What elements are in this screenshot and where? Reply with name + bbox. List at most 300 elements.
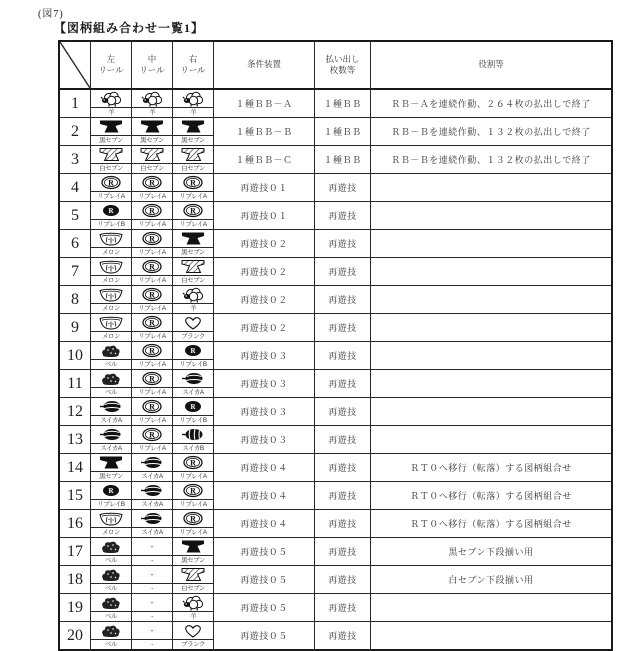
role-cell bbox=[371, 202, 613, 230]
white-seven-icon bbox=[91, 146, 131, 163]
dash-icon: - bbox=[150, 597, 154, 607]
condition-cell: 再遊技０４ bbox=[214, 482, 315, 510]
symbol-label: 黒セブン bbox=[91, 135, 131, 145]
payout-cell: 再遊技 bbox=[315, 426, 371, 454]
replay-b-icon bbox=[91, 482, 131, 499]
middle-reel-symbol-cell bbox=[132, 510, 173, 538]
table-row bbox=[59, 622, 612, 651]
symbol-label: ベル bbox=[91, 387, 131, 397]
symbol-label: 羊 bbox=[173, 107, 213, 117]
payout-cell: 再遊技 bbox=[315, 314, 371, 342]
blank-heart-icon bbox=[173, 314, 213, 331]
dash-icon: - bbox=[150, 625, 154, 635]
table-row bbox=[59, 398, 612, 426]
role-cell: ＲＴ０へ移行（転落）する図柄組合せ bbox=[371, 510, 613, 538]
table-row bbox=[59, 510, 612, 538]
middle-reel-symbol-cell bbox=[132, 482, 173, 510]
replay-a-icon bbox=[173, 202, 213, 219]
replay-a-icon bbox=[173, 482, 213, 499]
middle-reel-symbol-cell bbox=[132, 370, 173, 398]
left-reel-symbol-cell bbox=[91, 118, 132, 146]
table-row bbox=[59, 258, 612, 286]
symbol-label: 黒セブン bbox=[173, 247, 213, 257]
sheep-icon bbox=[91, 90, 131, 107]
condition-cell: 再遊技０２ bbox=[214, 286, 315, 314]
right-reel-symbol-cell bbox=[173, 314, 214, 342]
symbol-label: リプレイA bbox=[132, 359, 172, 369]
symbol-label: - bbox=[132, 555, 172, 565]
middle-reel-symbol-cell bbox=[132, 286, 173, 314]
middle-reel-symbol-cell bbox=[132, 230, 173, 258]
melon-icon bbox=[91, 314, 131, 331]
role-cell bbox=[371, 622, 613, 651]
left-reel-symbol-cell bbox=[91, 314, 132, 342]
symbol-label: ブランク bbox=[173, 639, 213, 649]
role-cell: 白セブン下段揃い用 bbox=[371, 566, 613, 594]
black-seven-icon bbox=[173, 118, 213, 135]
symbol-label: リプレイA bbox=[132, 219, 172, 229]
replay-a-icon bbox=[132, 202, 172, 219]
symbol-label: リプレイA bbox=[132, 247, 172, 257]
right-reel-symbol-cell bbox=[173, 230, 214, 258]
bell-icon bbox=[91, 342, 131, 359]
symbol-label: ベル bbox=[91, 639, 131, 649]
row-number: 16 bbox=[59, 510, 91, 538]
replay-a-icon bbox=[132, 426, 172, 443]
role-cell bbox=[371, 426, 613, 454]
payout-cell: 再遊技 bbox=[315, 482, 371, 510]
white-seven-icon bbox=[173, 146, 213, 163]
symbol-label: - bbox=[132, 583, 172, 593]
svg-text:R: R bbox=[190, 458, 196, 468]
middle-reel-symbol-cell bbox=[132, 202, 173, 230]
row-number: 4 bbox=[59, 174, 91, 202]
table-row bbox=[59, 314, 612, 342]
symbol-label: リプレイA bbox=[173, 471, 213, 481]
symbol-label: スイカA bbox=[91, 415, 131, 425]
condition-cell: 再遊技０４ bbox=[214, 510, 315, 538]
symbol-label: 黒セブン bbox=[132, 135, 172, 145]
replay-a-icon bbox=[132, 342, 172, 359]
middle-reel-symbol-cell bbox=[132, 314, 173, 342]
symbol-label: リプレイB bbox=[173, 359, 213, 369]
melon-icon bbox=[91, 286, 131, 303]
condition-cell: １種ＢＢ－Ａ bbox=[214, 89, 315, 118]
svg-text:R: R bbox=[149, 402, 155, 412]
suika-a-icon bbox=[132, 454, 172, 471]
middle-reel-symbol-cell bbox=[132, 622, 173, 651]
replay-a-icon bbox=[173, 174, 213, 191]
blank-heart-icon bbox=[173, 622, 213, 639]
right-reel-symbol-cell bbox=[173, 146, 214, 174]
middle-reel-symbol-cell bbox=[132, 174, 173, 202]
suika-a-icon bbox=[132, 510, 172, 527]
payout-cell: 再遊技 bbox=[315, 370, 371, 398]
condition-cell: 再遊技０３ bbox=[214, 398, 315, 426]
left-reel-symbol-cell bbox=[91, 482, 132, 510]
condition-cell: 再遊技０５ bbox=[214, 622, 315, 651]
row-number: 8 bbox=[59, 286, 91, 314]
row-number: 13 bbox=[59, 426, 91, 454]
table-row bbox=[59, 426, 612, 454]
row-number: 18 bbox=[59, 566, 91, 594]
white-seven-icon bbox=[173, 258, 213, 275]
suika-a-icon bbox=[91, 398, 131, 415]
right-reel-symbol-cell bbox=[173, 370, 214, 398]
svg-text:R: R bbox=[108, 207, 114, 216]
row-number: 14 bbox=[59, 454, 91, 482]
symbol-label: リプレイA bbox=[91, 191, 131, 201]
symbol-label: リプレイA bbox=[173, 191, 213, 201]
symbol-label: リプレイA bbox=[173, 219, 213, 229]
left-reel-symbol-cell bbox=[91, 370, 132, 398]
svg-text:R: R bbox=[190, 347, 196, 356]
symbol-label: リプレイA bbox=[173, 499, 213, 509]
col-header-corner bbox=[59, 41, 91, 89]
payout-cell: 再遊技 bbox=[315, 566, 371, 594]
svg-text:R: R bbox=[108, 487, 114, 496]
row-number: 12 bbox=[59, 398, 91, 426]
right-reel-symbol-cell bbox=[173, 538, 214, 566]
right-reel-symbol-cell bbox=[173, 342, 214, 370]
table-row bbox=[59, 286, 612, 314]
svg-text:R: R bbox=[190, 486, 196, 496]
left-reel-symbol-cell bbox=[91, 538, 132, 566]
melon-icon bbox=[91, 230, 131, 247]
table-row bbox=[59, 454, 612, 482]
middle-reel-symbol-cell bbox=[132, 342, 173, 370]
symbol-label: スイカA bbox=[132, 527, 172, 537]
symbol-label: 羊 bbox=[132, 107, 172, 117]
middle-reel-symbol-cell bbox=[132, 398, 173, 426]
symbol-label: 黒セブン bbox=[173, 555, 213, 565]
role-cell bbox=[371, 174, 613, 202]
right-reel-symbol-cell bbox=[173, 482, 214, 510]
symbol-label: ベル bbox=[91, 555, 131, 565]
left-reel-symbol-cell bbox=[91, 202, 132, 230]
symbol-label: リプレイA bbox=[132, 303, 172, 313]
middle-reel-symbol-cell bbox=[132, 89, 173, 118]
symbol-label: リプレイA bbox=[173, 527, 213, 537]
middle-reel-symbol-cell bbox=[132, 146, 173, 174]
symbol-label: メロン bbox=[91, 303, 131, 313]
white-seven-icon bbox=[173, 566, 213, 583]
page-title: 【図柄組み合わせ一覧1】 bbox=[54, 21, 205, 35]
svg-text:R: R bbox=[190, 514, 196, 524]
svg-text:R: R bbox=[149, 346, 155, 356]
svg-text:R: R bbox=[190, 178, 196, 188]
symbol-label: スイカA bbox=[132, 499, 172, 509]
right-reel-symbol-cell bbox=[173, 566, 214, 594]
role-cell bbox=[371, 314, 613, 342]
right-reel-symbol-cell bbox=[173, 398, 214, 426]
condition-cell: 再遊技０１ bbox=[214, 202, 315, 230]
symbol-label: リプレイA bbox=[132, 387, 172, 397]
role-cell bbox=[371, 398, 613, 426]
svg-text:R: R bbox=[149, 290, 155, 300]
row-number: 6 bbox=[59, 230, 91, 258]
role-cell: ＲＴ０へ移行（転落）する図柄組合せ bbox=[371, 482, 613, 510]
payout-cell: 再遊技 bbox=[315, 258, 371, 286]
payout-cell: １種ＢＢ bbox=[315, 89, 371, 118]
col-header-middle-reel: 中 リール bbox=[132, 41, 173, 89]
symbol-label: メロン bbox=[91, 247, 131, 257]
right-reel-symbol-cell bbox=[173, 89, 214, 118]
black-seven-icon bbox=[91, 118, 131, 135]
role-cell bbox=[371, 258, 613, 286]
bell-icon bbox=[91, 594, 131, 611]
symbol-label: スイカB bbox=[173, 443, 213, 453]
payout-cell: 再遊技 bbox=[315, 538, 371, 566]
symbol-combination-table bbox=[58, 40, 613, 651]
symbol-label: リプレイA bbox=[132, 443, 172, 453]
symbol-label: 黒セブン bbox=[91, 471, 131, 481]
symbol-label: ベル bbox=[91, 359, 131, 369]
role-cell: 黒セブン下段揃い用 bbox=[371, 538, 613, 566]
payout-cell: 再遊技 bbox=[315, 342, 371, 370]
symbol-label: リプレイB bbox=[91, 219, 131, 229]
row-number: 20 bbox=[59, 622, 91, 651]
role-cell: ＲＴ０へ移行（転落）する図柄組合せ bbox=[371, 454, 613, 482]
role-cell bbox=[371, 230, 613, 258]
right-reel-symbol-cell bbox=[173, 174, 214, 202]
symbol-label: 白セブン bbox=[173, 163, 213, 173]
payout-cell: １種ＢＢ bbox=[315, 118, 371, 146]
row-number: 5 bbox=[59, 202, 91, 230]
suika-a-icon bbox=[132, 482, 172, 499]
role-cell: ＲＢ－Ｂを連続作動、１３２枚の払出しで終了 bbox=[371, 146, 613, 174]
row-number: 1 bbox=[59, 89, 91, 118]
svg-text:R: R bbox=[190, 403, 196, 412]
black-seven-icon bbox=[132, 118, 172, 135]
middle-reel-symbol-cell bbox=[132, 566, 173, 594]
row-number: 17 bbox=[59, 538, 91, 566]
row-number: 15 bbox=[59, 482, 91, 510]
middle-reel-symbol-cell bbox=[132, 118, 173, 146]
role-cell bbox=[371, 286, 613, 314]
black-seven-icon bbox=[173, 538, 213, 555]
left-reel-symbol-cell bbox=[91, 230, 132, 258]
payout-cell: 再遊技 bbox=[315, 174, 371, 202]
figure-label: (図7) bbox=[38, 9, 64, 20]
svg-text:R: R bbox=[149, 178, 155, 188]
dash-icon: - bbox=[150, 541, 154, 551]
payout-cell: 再遊技 bbox=[315, 230, 371, 258]
left-reel-symbol-cell bbox=[91, 258, 132, 286]
role-cell: ＲＢ－Ｂを連続作動、１３２枚の払出しで終了 bbox=[371, 118, 613, 146]
diagonal-line bbox=[60, 42, 90, 88]
replay-b-icon bbox=[173, 342, 213, 359]
condition-cell: 再遊技０３ bbox=[214, 370, 315, 398]
symbol-label: - bbox=[132, 639, 172, 649]
table-row bbox=[59, 370, 612, 398]
symbol-label: スイカA bbox=[173, 387, 213, 397]
left-reel-symbol-cell bbox=[91, 286, 132, 314]
symbol-label: ベル bbox=[91, 583, 131, 593]
symbol-label: 羊 bbox=[91, 107, 131, 117]
col-header-right-reel: 右 リール bbox=[173, 41, 214, 89]
symbol-label: リプレイA bbox=[132, 331, 172, 341]
replay-a-icon bbox=[173, 510, 213, 527]
condition-cell: 再遊技０２ bbox=[214, 258, 315, 286]
row-number: 19 bbox=[59, 594, 91, 622]
left-reel-symbol-cell bbox=[91, 398, 132, 426]
col-header-left-reel: 左 リール bbox=[91, 41, 132, 89]
replay-a-icon bbox=[132, 230, 172, 247]
middle-reel-symbol-cell bbox=[132, 454, 173, 482]
left-reel-symbol-cell bbox=[91, 594, 132, 622]
symbol-label: 白セブン bbox=[132, 163, 172, 173]
left-reel-symbol-cell bbox=[91, 510, 132, 538]
svg-text:R: R bbox=[190, 206, 196, 216]
sheep-icon bbox=[132, 90, 172, 107]
svg-text:R: R bbox=[149, 318, 155, 328]
sheep-icon bbox=[173, 90, 213, 107]
row-number: 3 bbox=[59, 146, 91, 174]
role-cell: ＲＢ－Ａを連続作動、２６４枚の払出しで終了 bbox=[371, 89, 613, 118]
table-row bbox=[59, 230, 612, 258]
condition-cell: 再遊技０４ bbox=[214, 454, 315, 482]
role-cell bbox=[371, 370, 613, 398]
right-reel-symbol-cell bbox=[173, 118, 214, 146]
symbol-label: 白セブン bbox=[173, 275, 213, 285]
symbol-label: メロン bbox=[91, 527, 131, 537]
right-reel-symbol-cell bbox=[173, 202, 214, 230]
symbol-label: - bbox=[132, 611, 172, 621]
left-reel-symbol-cell bbox=[91, 622, 132, 651]
condition-cell: 再遊技０２ bbox=[214, 230, 315, 258]
left-reel-symbol-cell bbox=[91, 426, 132, 454]
table-row bbox=[59, 146, 612, 174]
svg-text:R: R bbox=[149, 430, 155, 440]
white-seven-icon bbox=[132, 146, 172, 163]
col-header-payout: 払い出し 枚数等 bbox=[315, 41, 371, 89]
table-row bbox=[59, 118, 612, 146]
replay-a-icon bbox=[132, 370, 172, 387]
sheep-icon bbox=[173, 594, 213, 611]
replay-a-icon bbox=[132, 258, 172, 275]
right-reel-symbol-cell bbox=[173, 510, 214, 538]
condition-cell: 再遊技０２ bbox=[214, 314, 315, 342]
symbol-label: リプレイA bbox=[132, 191, 172, 201]
bell-icon bbox=[91, 538, 131, 555]
bell-icon bbox=[91, 622, 131, 639]
middle-reel-symbol-cell bbox=[132, 538, 173, 566]
bell-icon bbox=[91, 370, 131, 387]
symbol-label: リプレイA bbox=[132, 275, 172, 285]
symbol-label: メロン bbox=[91, 275, 131, 285]
row-number: 9 bbox=[59, 314, 91, 342]
condition-cell: １種ＢＢ－Ｃ bbox=[214, 146, 315, 174]
black-seven-icon bbox=[173, 230, 213, 247]
replay-a-icon bbox=[132, 314, 172, 331]
left-reel-symbol-cell bbox=[91, 174, 132, 202]
table-row bbox=[59, 342, 612, 370]
symbol-label: 白セブン bbox=[173, 583, 213, 593]
svg-text:R: R bbox=[149, 374, 155, 384]
replay-a-icon bbox=[132, 398, 172, 415]
replay-a-icon bbox=[173, 454, 213, 471]
melon-icon bbox=[91, 258, 131, 275]
right-reel-symbol-cell bbox=[173, 286, 214, 314]
middle-reel-symbol-cell bbox=[132, 594, 173, 622]
right-reel-symbol-cell bbox=[173, 426, 214, 454]
payout-cell: 再遊技 bbox=[315, 202, 371, 230]
svg-text:R: R bbox=[108, 178, 114, 188]
replay-a-icon bbox=[91, 174, 131, 191]
sheep-icon bbox=[173, 286, 213, 303]
table-header-row bbox=[59, 41, 612, 89]
svg-text:R: R bbox=[149, 206, 155, 216]
condition-cell: 再遊技０１ bbox=[214, 174, 315, 202]
bell-icon bbox=[91, 566, 131, 583]
condition-cell: 再遊技０５ bbox=[214, 538, 315, 566]
right-reel-symbol-cell bbox=[173, 258, 214, 286]
symbol-label: メロン bbox=[91, 331, 131, 341]
table-row bbox=[59, 482, 612, 510]
payout-cell: 再遊技 bbox=[315, 622, 371, 651]
svg-text:R: R bbox=[149, 234, 155, 244]
left-reel-symbol-cell bbox=[91, 342, 132, 370]
condition-cell: 再遊技０５ bbox=[214, 594, 315, 622]
dash-icon: - bbox=[150, 569, 154, 579]
melon-icon bbox=[91, 510, 131, 527]
payout-cell: 再遊技 bbox=[315, 594, 371, 622]
symbol-label: ベル bbox=[91, 611, 131, 621]
condition-cell: 再遊技０５ bbox=[214, 566, 315, 594]
suika-a-icon bbox=[173, 370, 213, 387]
role-cell bbox=[371, 594, 613, 622]
row-number: 11 bbox=[59, 370, 91, 398]
svg-text:R: R bbox=[149, 262, 155, 272]
row-number: 2 bbox=[59, 118, 91, 146]
replay-a-icon bbox=[132, 174, 172, 191]
row-number: 7 bbox=[59, 258, 91, 286]
left-reel-symbol-cell bbox=[91, 454, 132, 482]
payout-cell: 再遊技 bbox=[315, 510, 371, 538]
replay-b-icon bbox=[173, 398, 213, 415]
payout-cell: １種ＢＢ bbox=[315, 146, 371, 174]
symbol-label: 羊 bbox=[173, 303, 213, 313]
payout-cell: 再遊技 bbox=[315, 398, 371, 426]
symbol-label: 黒セブン bbox=[173, 135, 213, 145]
table-row bbox=[59, 538, 612, 566]
symbol-label: 白セブン bbox=[91, 163, 131, 173]
right-reel-symbol-cell bbox=[173, 594, 214, 622]
symbol-label: ブランク bbox=[173, 331, 213, 341]
condition-cell: １種ＢＢ－Ｂ bbox=[214, 118, 315, 146]
black-seven-icon bbox=[91, 454, 131, 471]
symbol-label: スイカA bbox=[91, 443, 131, 453]
role-cell bbox=[371, 342, 613, 370]
left-reel-symbol-cell bbox=[91, 89, 132, 118]
condition-cell: 再遊技０３ bbox=[214, 342, 315, 370]
replay-b-icon bbox=[91, 202, 131, 219]
table-row bbox=[59, 89, 612, 118]
suika-a-icon bbox=[91, 426, 131, 443]
col-header-role: 役割等 bbox=[371, 41, 613, 89]
symbol-label: リプレイB bbox=[91, 499, 131, 509]
table-row bbox=[59, 202, 612, 230]
condition-cell: 再遊技０３ bbox=[214, 426, 315, 454]
left-reel-symbol-cell bbox=[91, 146, 132, 174]
symbol-label: 羊 bbox=[173, 611, 213, 621]
suika-b-icon bbox=[173, 426, 213, 443]
replay-a-icon bbox=[132, 286, 172, 303]
middle-reel-symbol-cell bbox=[132, 258, 173, 286]
row-number: 10 bbox=[59, 342, 91, 370]
col-header-condition: 条件装置 bbox=[214, 41, 315, 89]
